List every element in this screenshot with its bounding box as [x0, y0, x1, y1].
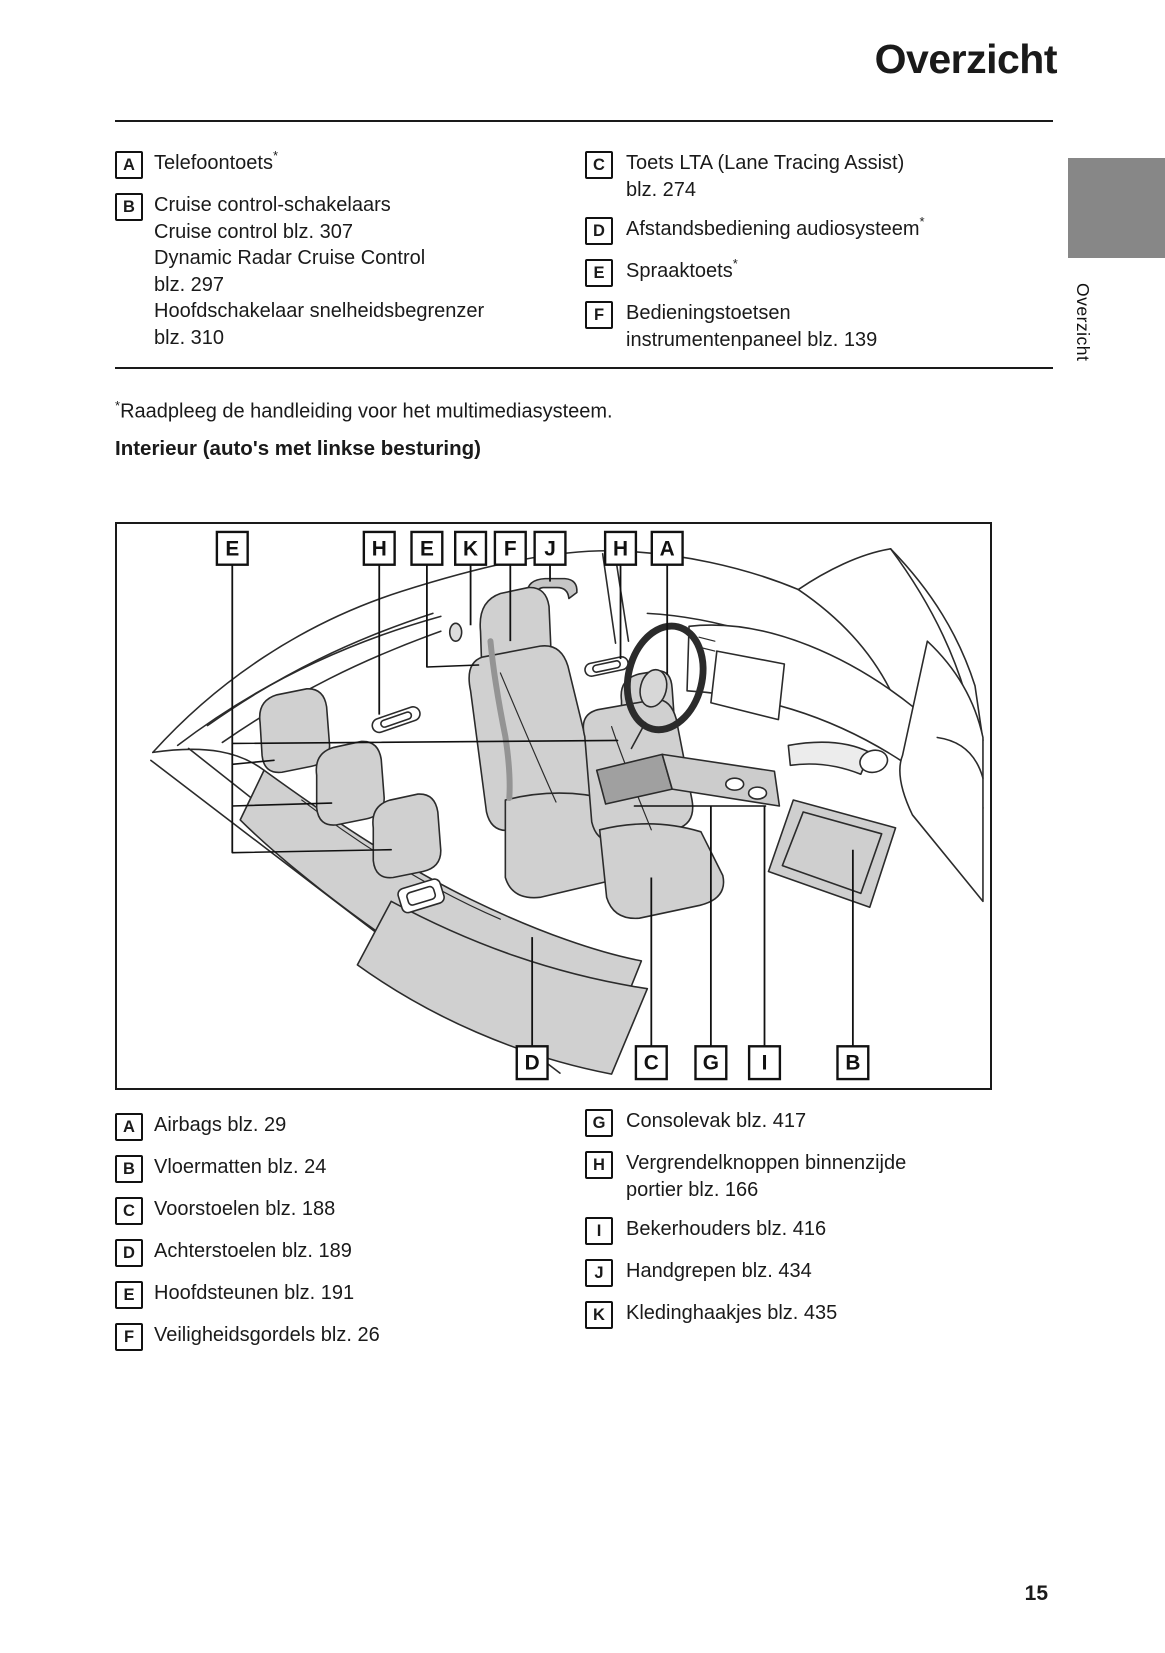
svg-text:J: J [544, 537, 556, 561]
key-badge: G [585, 1109, 613, 1137]
key-badge: B [115, 193, 143, 221]
diagram-callout-h [364, 532, 395, 715]
legend-item-f [115, 1322, 570, 1351]
legend-item-f [585, 300, 1055, 353]
key-badge: D [115, 1239, 143, 1267]
legend-text: Vloermatten blz. 24 [154, 1156, 327, 1178]
legend-text: Bedieningstoetsen instrumentenpaneel blz. 139 [626, 302, 878, 351]
legend-text: Cruise control-schakelaars Cruise control blz. 307 Dynamic Radar Cruise Control blz. 297 Hoofdschakelaar snelheidsbegrenzer blz. 310 [154, 194, 485, 349]
key-badge: F [115, 1323, 143, 1351]
svg-text:G: G [702, 1051, 719, 1075]
svg-text:H: H [612, 537, 629, 561]
key-badge: E [115, 1281, 143, 1309]
key-badge: A [115, 1113, 143, 1141]
interior-list-right [585, 1108, 1065, 1342]
diagram-callout-a [652, 532, 683, 675]
svg-text:E: E [419, 537, 434, 561]
divider-top [115, 120, 1053, 122]
controls-list-left [115, 150, 570, 364]
legend-item-a [115, 150, 570, 179]
legend-text: Handgrepen blz. 434 [626, 1260, 812, 1282]
svg-text:C: C [643, 1051, 659, 1075]
legend-item-a [115, 1112, 570, 1141]
section-heading: Interieur (auto's met linkse besturing) [115, 437, 481, 460]
diagram-callout-d [517, 937, 548, 1079]
legend-text: Toets LTA (Lane Tracing Assist) blz. 274 [626, 152, 905, 201]
legend-item-i [585, 1216, 1065, 1245]
legend-item-j [585, 1258, 1065, 1287]
diagram-labels [117, 524, 990, 1088]
legend-item-d [115, 1238, 570, 1267]
diagram-callout-e [412, 532, 443, 667]
chapter-tab-label: Overzicht [1073, 283, 1093, 362]
diagram-callout-b [837, 850, 868, 1079]
footnote-marker: * [272, 148, 279, 164]
page-title: Overzicht [874, 36, 1057, 82]
diagram-callout-g [695, 806, 726, 1079]
legend-item-e [585, 258, 1055, 287]
chapter-tab [1068, 158, 1165, 258]
key-badge: A [115, 151, 143, 179]
legend-text: Airbags blz. 29 [154, 1114, 287, 1136]
legend-text: Spraaktoets* [626, 256, 738, 282]
diagram-callout-k [455, 532, 486, 625]
svg-text:E: E [225, 537, 240, 561]
key-badge: C [585, 151, 613, 179]
svg-text:H: H [371, 537, 387, 561]
diagram-callout-i [749, 806, 780, 1079]
svg-text:D: D [524, 1051, 540, 1075]
divider-middle [115, 367, 1053, 369]
legend-item-b [115, 192, 570, 351]
key-badge: J [585, 1259, 613, 1287]
legend-item-c [115, 1196, 570, 1225]
diagram-callout-j [535, 532, 566, 582]
footnote-marker: * [919, 214, 925, 230]
legend-text: Bekerhouders blz. 416 [626, 1218, 827, 1240]
key-badge: F [585, 301, 613, 329]
key-badge: B [115, 1155, 143, 1183]
diagram-callout-f [495, 532, 526, 641]
legend-text: Consolevak blz. 417 [626, 1110, 807, 1132]
key-badge: E [585, 259, 613, 287]
svg-text:B: B [845, 1051, 861, 1075]
legend-text: Telefoontoets* [154, 148, 279, 174]
key-badge: K [585, 1301, 613, 1329]
legend-text: Kledinghaakjes blz. 435 [626, 1302, 838, 1324]
interior-list-left [115, 1112, 570, 1364]
legend-text: Voorstoelen blz. 188 [154, 1198, 336, 1220]
key-badge: C [115, 1197, 143, 1225]
key-badge: I [585, 1217, 613, 1245]
legend-text: Achterstoelen blz. 189 [154, 1240, 352, 1262]
legend-item-k [585, 1300, 1065, 1329]
diagram-callout-e [217, 532, 248, 853]
footnote-marker: * [115, 398, 121, 413]
legend-item-e [115, 1280, 570, 1309]
svg-text:F: F [503, 537, 517, 561]
controls-list-right [585, 150, 1055, 366]
legend-item-g [585, 1108, 1065, 1137]
svg-text:A: A [659, 537, 675, 561]
key-badge: D [585, 217, 613, 245]
page-number: 15 [1024, 1582, 1048, 1605]
svg-text:I: I [761, 1051, 768, 1075]
footnote-marker: * [732, 256, 738, 272]
legend-item-h [585, 1150, 1065, 1203]
interior-diagram [115, 522, 992, 1090]
legend-text: Vergrendelknoppen binnenzijde portier blz. 166 [626, 1152, 907, 1201]
legend-text: Veiligheidsgordels blz. 26 [154, 1324, 380, 1346]
legend-text: Hoofdsteunen blz. 191 [154, 1282, 355, 1304]
diagram-callout-h [605, 532, 636, 659]
footnote: *Raadpleeg de handleiding voor het multimediasysteem. [115, 398, 613, 423]
legend-text: Afstandsbediening audiosysteem* [626, 214, 925, 240]
legend-item-b [115, 1154, 570, 1183]
legend-item-c [585, 150, 1055, 203]
svg-text:K: K [463, 537, 479, 561]
key-badge: H [585, 1151, 613, 1179]
legend-item-d [585, 216, 1055, 245]
diagram-callout-c [636, 877, 667, 1079]
